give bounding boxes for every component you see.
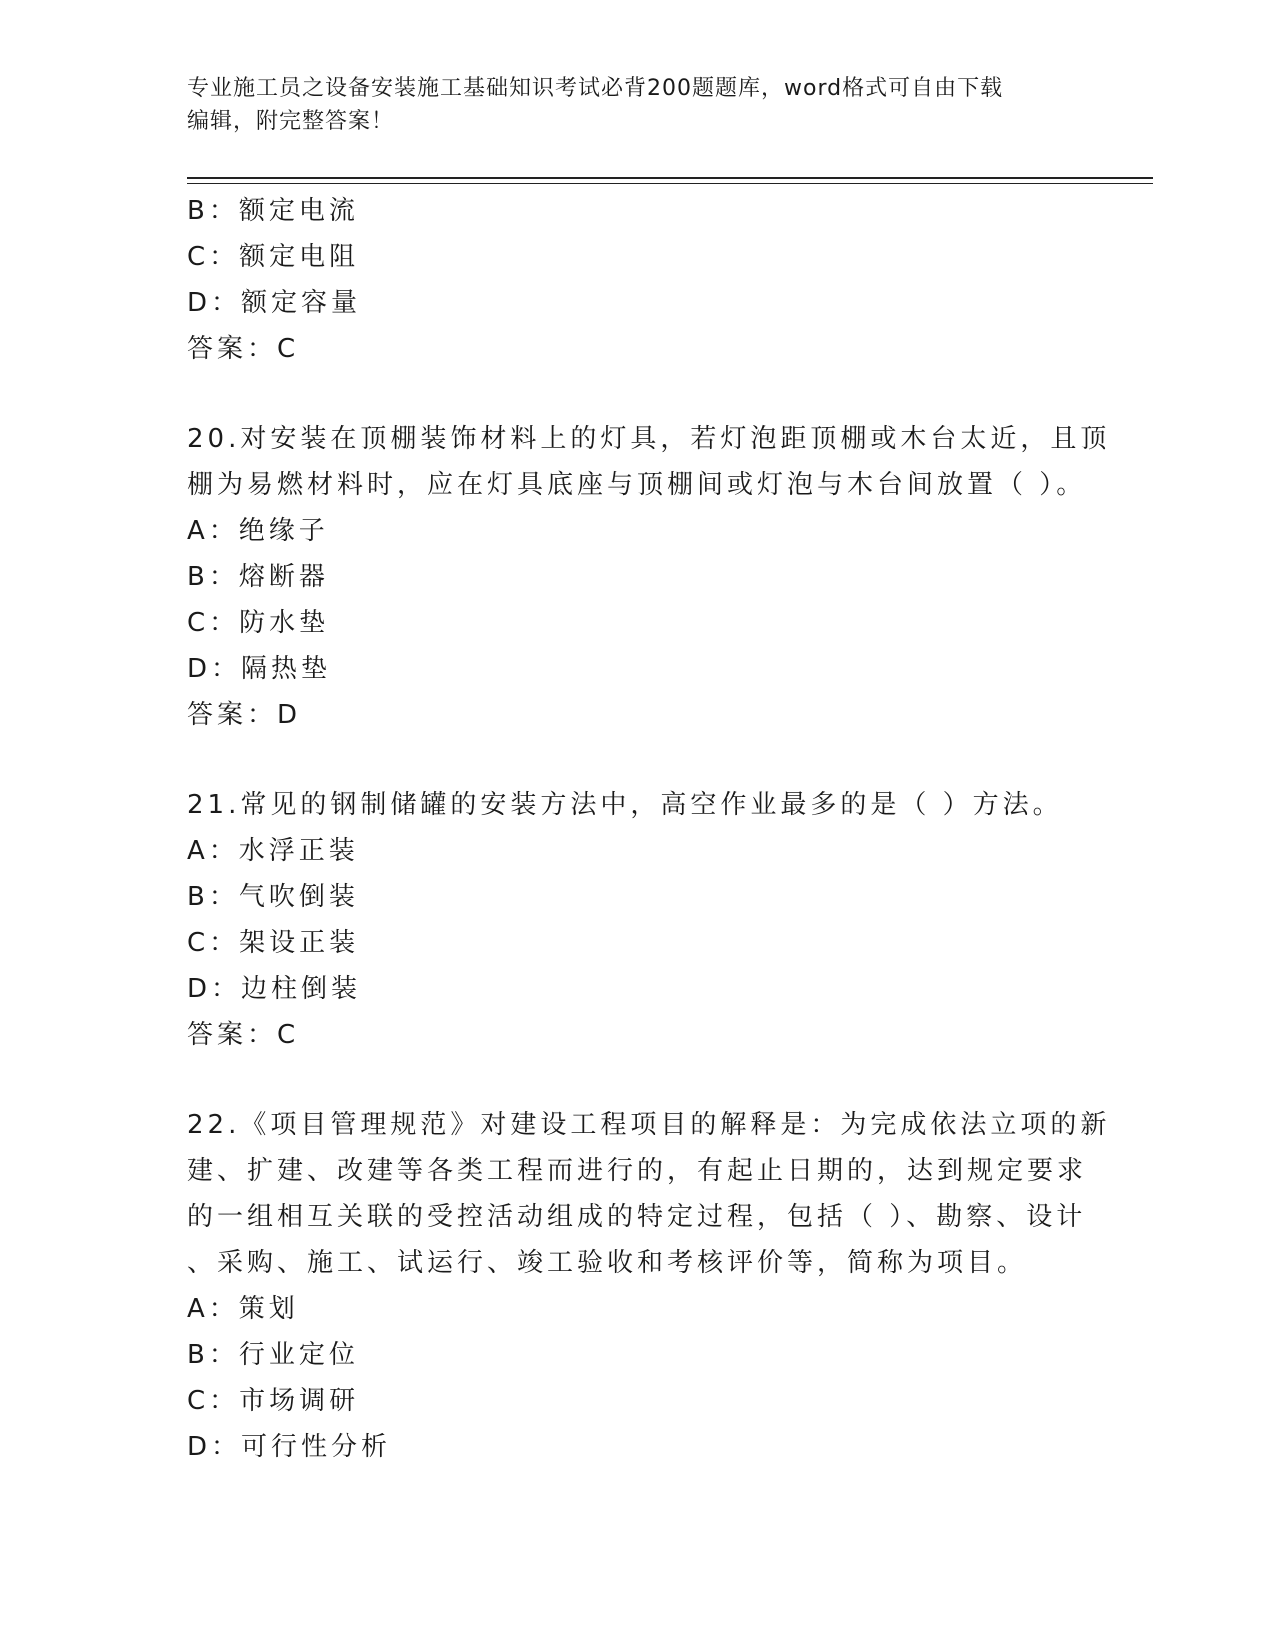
- option-d: D：可行性分析: [187, 1432, 392, 1462]
- option-a: A：绝缘子: [187, 516, 329, 546]
- question-stem: [187, 1102, 1111, 1286]
- document-header: [187, 72, 1067, 138]
- question-list: [187, 188, 1111, 1470]
- question-block-22: [187, 1102, 1111, 1470]
- option-d: D：边柱倒装: [187, 974, 362, 1004]
- question-gap: [187, 1058, 1087, 1102]
- option-a: A：水浮正装: [187, 836, 359, 866]
- answer-line: 答案：C: [187, 1020, 300, 1050]
- stem-line: 的一组相互关联的受控活动组成的特定过程，包括（ ）、勘察、设计: [187, 1202, 1087, 1232]
- header-divider-thick: [187, 177, 1153, 179]
- question-block-21: [187, 782, 1087, 1058]
- stem-line: 22.《项目管理规范》对建设工程项目的解释是：为完成依法立项的新: [187, 1110, 1111, 1140]
- stem-line: 建、扩建、改建等各类工程而进行的，有起止日期的，达到规定要求: [187, 1156, 1088, 1186]
- stem-line: 21.常见的钢制储罐的安装方法中，高空作业最多的是（ ）方法。: [187, 790, 1063, 820]
- option-d: D：隔热垫: [187, 654, 332, 684]
- option-b: B：气吹倒装: [187, 882, 359, 912]
- answer-line: 答案：C: [187, 334, 300, 364]
- stem-line: 棚为易燃材料时，应在灯具底座与顶棚间或灯泡与木台间放置（ ）。: [187, 470, 1087, 500]
- header-divider-thin: [187, 183, 1153, 184]
- option-d: D：额定容量: [187, 288, 362, 318]
- header-title-line2: 编辑，附完整答案！: [187, 109, 395, 134]
- option-c: C：防水垫: [187, 608, 330, 638]
- question-gap: [187, 372, 1087, 416]
- option-b: B：行业定位: [187, 1340, 359, 1370]
- answer-line: 答案：D: [187, 700, 302, 730]
- question-block-20: [187, 416, 1111, 738]
- question-stem: [187, 416, 1111, 508]
- stem-line: 、采购、施工、试运行、竣工验收和考核评价等，简称为项目。: [187, 1248, 1028, 1278]
- option-c: C：架设正装: [187, 928, 360, 958]
- option-c: C：额定电阻: [187, 242, 360, 272]
- option-c: C：市场调研: [187, 1386, 360, 1416]
- question-block-19: [187, 188, 1087, 372]
- option-b: B：额定电流: [187, 196, 359, 226]
- question-gap: [187, 738, 1087, 782]
- header-title-line1: 专业施工员之设备安装施工基础知识考试必背200题题库，word格式可自由下载: [187, 76, 1004, 101]
- question-stem: [187, 782, 1087, 828]
- option-b: B：熔断器: [187, 562, 329, 592]
- option-a: A：策划: [187, 1294, 299, 1324]
- stem-line: 20.对安装在顶棚装饰材料上的灯具，若灯泡距顶棚或木台太近，且顶: [187, 424, 1111, 454]
